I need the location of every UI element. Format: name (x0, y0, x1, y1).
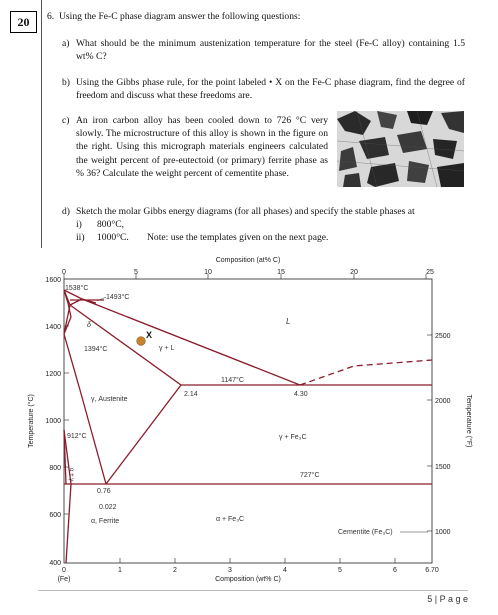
part-c-label: c) (62, 115, 70, 126)
right-tick-label: 1000 (435, 529, 451, 536)
bottom-tick-label: 3 (228, 567, 232, 574)
label-austenite: γ, Austenite (91, 396, 128, 403)
top-axis-title: Composition (at% C) (215, 257, 281, 264)
bottom-tick-label: 2 (173, 567, 177, 574)
label-x: X (146, 330, 153, 340)
right-tick-label: 2000 (435, 398, 451, 405)
diagram-labels (65, 284, 428, 536)
part-a-text: What should be the minimum austenization temperature for the steel (Fe-C alloy) containing 1.5 wt% C? (76, 38, 465, 63)
left-axis-title: Temperature (°C) (28, 394, 35, 448)
label-076: 0.76 (97, 488, 111, 495)
bottom-origin-label: (Fe) (57, 576, 71, 583)
label-delta: δ (87, 322, 91, 329)
question-intro-text: Using the Fe-C phase diagram answer the following questions: (59, 11, 301, 22)
part-d-label: d) (62, 206, 70, 217)
label-ferrite: α, Ferrite (91, 518, 120, 525)
label-liquid: L (286, 317, 291, 326)
label-430: 4.30 (294, 391, 308, 398)
top-ticks (62, 269, 434, 279)
top-tick-label: 25 (426, 269, 434, 276)
bottom-tick-label: 6.70 (425, 567, 439, 574)
subpart-ii-label: ii) (76, 232, 85, 243)
bottom-tick-label: 5 (338, 567, 342, 574)
score-value: 20 (17, 14, 30, 29)
part-c-text: An iron carbon alloy has been cooled down to 726 °C very slowly. The microstructure of this alloy is shown in the figure on the right. Using this micrograph materials engineers calculated the weight percent of pre-eutectoid (or primary) ferrite phase as % 36? Calculate the weight percent of cementite phase. (76, 115, 328, 179)
label-214: 2.14 (184, 391, 198, 398)
top-tick-label: 20 (350, 269, 358, 276)
gamma-boundary-line (64, 334, 106, 484)
top-tick-label: 5 (134, 269, 138, 276)
bottom-tick-label: 6 (393, 567, 397, 574)
liquidus-gamma-line (82, 299, 300, 385)
question-number: 6. (47, 11, 55, 22)
label-912: 912°C (67, 433, 87, 440)
subpart-i-label: i) (76, 219, 82, 230)
right-ticks (427, 333, 451, 536)
label-alpha-gamma: α + γ (68, 468, 74, 482)
subpart-ii-text: 1000°C. (97, 232, 129, 243)
label-1538: 1538°C (65, 285, 89, 292)
note-text: Note: use the templates given on the next page. (147, 232, 329, 243)
bottom-tick-label: 0 (62, 567, 66, 574)
label-cementite: Cementite (Fe₃C) (338, 529, 393, 536)
bottom-ticks (58, 558, 439, 583)
plot-frame (64, 279, 432, 563)
left-tick-label: 1600 (45, 277, 61, 284)
ferrite-solvus-line (66, 484, 71, 563)
subpart-i-text: 800°C, (97, 219, 125, 230)
left-ticks (45, 277, 69, 567)
label-1147: 1147°C (221, 377, 244, 384)
bottom-tick-label: 4 (283, 567, 287, 574)
top-tick-label: 10 (204, 269, 212, 276)
left-tick-label: 800 (49, 465, 61, 472)
label-1394: 1394°C (84, 346, 108, 353)
label-1493: 1493°C (106, 294, 130, 301)
part-d-text: Sketch the molar Gibbs energy diagrams (for all phases) and specify the stable phases at (76, 206, 415, 217)
label-727: 727°C (300, 472, 320, 479)
left-tick-label: 1400 (45, 324, 61, 331)
label-0022: 0.022 (99, 504, 117, 511)
right-tick-label: 1500 (435, 464, 451, 471)
left-tick-label: 400 (49, 560, 61, 567)
part-b-text: Using the Gibbs phase rule, for the point labeled • X on the Fe-C phase diagram, find the degree of freedom and discuss what these freedoms are. (76, 77, 465, 102)
left-tick-label: 1200 (45, 371, 61, 378)
right-axis-title: Temperature (°F) (465, 394, 472, 448)
page-number: 5 | P a g e (427, 594, 468, 604)
part-b-label: b) (62, 77, 70, 88)
label-alpha-fe3c: α + Fe₃C (216, 516, 245, 523)
part-a-label: a) (62, 38, 70, 49)
footer-rule (38, 590, 468, 591)
delta-gamma-line (64, 305, 70, 334)
label-gamma-fe3c: γ + Fe₃C (279, 434, 307, 441)
liquidus-cementite-line (300, 360, 432, 385)
point-x-marker (137, 337, 146, 346)
top-tick-label: 15 (277, 269, 285, 276)
bottom-tick-label: 1 (118, 567, 122, 574)
bottom-axis-title: Composition (wt% C) (215, 576, 281, 583)
left-tick-label: 1000 (45, 418, 61, 425)
left-tick-label: 600 (49, 512, 61, 519)
top-tick-label: 0 (62, 269, 66, 276)
label-gamma-l: γ + L (159, 345, 175, 352)
right-tick-label: 2500 (435, 333, 451, 340)
phase-boundaries (64, 290, 432, 563)
